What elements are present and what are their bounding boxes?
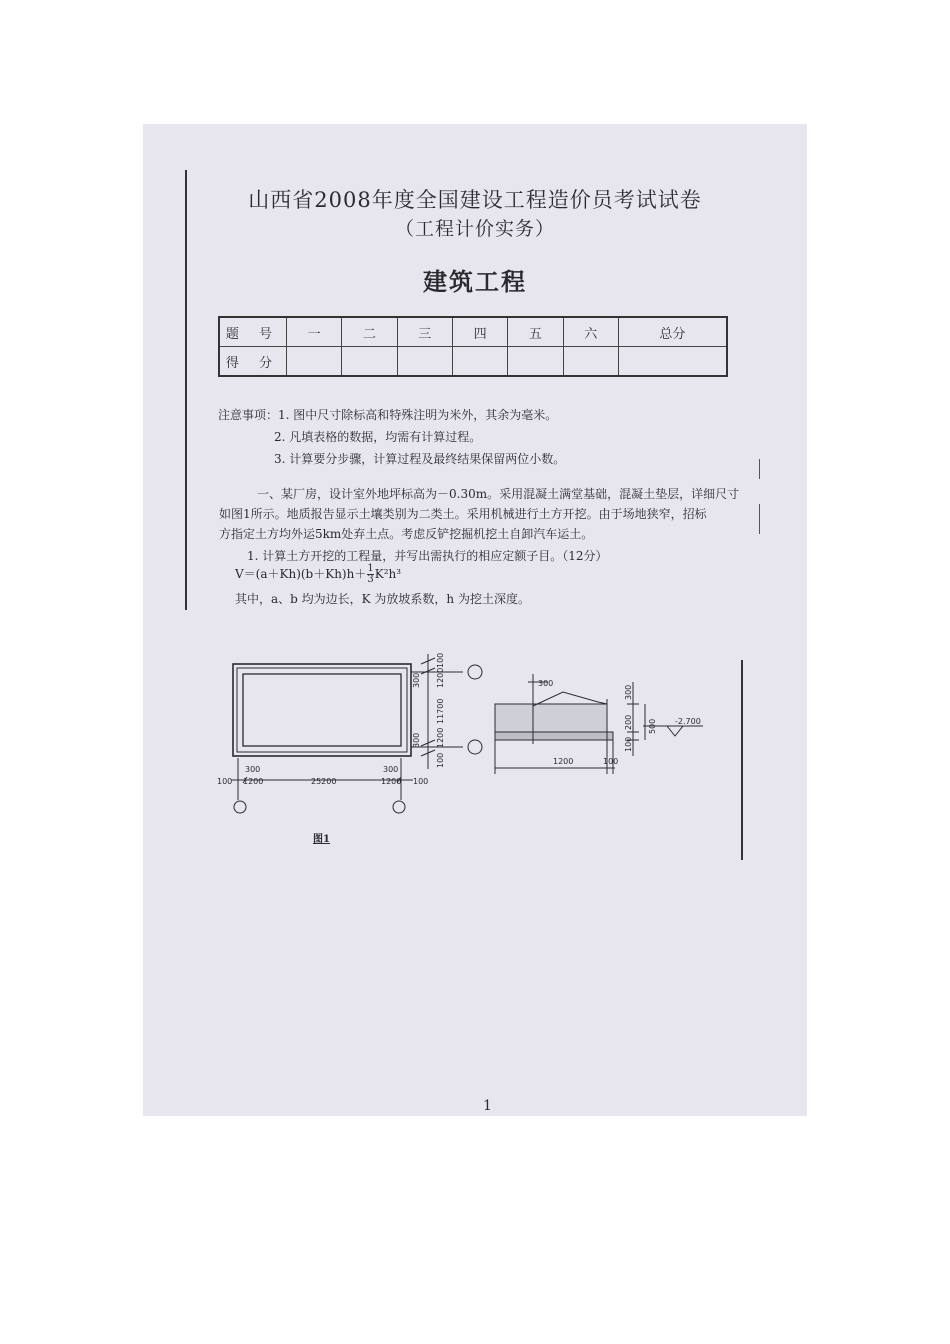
formula-main: V＝(a＋Kh)(b＋Kh)h＋ (235, 567, 367, 581)
score-cell (508, 347, 563, 377)
dim-label: 11700 (436, 698, 445, 724)
axis-marker (468, 665, 482, 679)
column-header: 六 (563, 317, 618, 347)
score-cell (452, 347, 507, 377)
column-header: 四 (452, 317, 507, 347)
note-item: 1. 图中尺寸除标高和特殊注明为米外，其余为毫米。 (278, 408, 558, 422)
axis-marker (234, 801, 246, 813)
figure-1-drawing (203, 644, 743, 834)
dim-label: 1200 (436, 727, 445, 748)
page-number: 1 (483, 1098, 492, 1114)
row-header-score: 得 分 (219, 347, 287, 377)
scanned-page (143, 124, 807, 1116)
dim-label: 300 (245, 765, 261, 774)
score-cell (287, 347, 342, 377)
plan-mid-rect (237, 668, 407, 752)
margin-tick (759, 459, 760, 479)
axis-marker (468, 740, 482, 754)
volume-formula (235, 564, 401, 585)
dim-label: 1200 (243, 777, 264, 786)
sub-question: 1. 计算土方开挖的工程量，并写出需执行的相应定额子目。（12分） (247, 549, 608, 563)
note-item: 2. 凡填表格的数据，均需有计算过程。 (274, 430, 482, 444)
formula-fraction (367, 564, 373, 585)
score-cell (563, 347, 618, 377)
dim-label: 100 (436, 752, 445, 768)
formula-explanation: 其中，a、b 均为边长，K 为放坡系数，h 为挖土深度。 (235, 592, 530, 606)
question-text: 一、某厂房，设计室外地坪标高为－0.30m。采用混凝土满堂基础，混凝土垫层，详细尺寸 (257, 487, 740, 501)
dim-label: 300 (412, 732, 421, 748)
dim-label: 100 (413, 777, 429, 786)
dim-label: 25200 (311, 777, 337, 786)
dim-label: 100 (217, 777, 233, 786)
note-item: 3. 计算要分步骤，计算过程及最终结果保留两位小数。 (274, 452, 566, 466)
formula-tail: K²h³ (374, 567, 402, 581)
axis-marker (393, 801, 405, 813)
section-cushion (495, 732, 613, 740)
dim-label: 1200 (381, 777, 402, 786)
column-header: 一 (287, 317, 342, 347)
score-cell (397, 347, 452, 377)
exam-subtitle: （工程计价实务） (394, 218, 555, 240)
plan-inner-rect (243, 674, 401, 746)
question-text: 方指定土方均外运5km处弃土点。考虑反铲挖掘机挖土自卸汽车运土。 (219, 527, 594, 541)
score-cell (618, 347, 727, 377)
question-text: 如图1所示。地质报告显示土壤类别为二类土。采用机械进行土方开挖。由于场地狭窄，招标 (219, 507, 707, 521)
exam-title: 山西省2008年度全国建设工程造价员考试试卷 (248, 188, 702, 212)
score-cell (342, 347, 397, 377)
plan-outer-rect (233, 664, 411, 756)
dim-label: 300 (383, 765, 399, 774)
dim-label: 1200 (436, 667, 445, 688)
column-header: 总分 (618, 317, 727, 347)
section-slab (495, 704, 607, 732)
fraction-denominator: 3 (367, 574, 374, 585)
subject-title: 建筑工程 (423, 267, 527, 296)
dim-label: 100 (436, 652, 445, 668)
dim-label: 300 (624, 684, 633, 700)
column-header: 三 (397, 317, 452, 347)
exam-notes (218, 404, 565, 470)
row-header-question-number: 题 号 (219, 317, 287, 347)
notes-label: 注意事项： (218, 408, 279, 422)
dim-label: 100 (624, 736, 633, 752)
dim-label: 100 (603, 757, 619, 766)
elevation-label: -2.700 (675, 717, 701, 726)
dim-label: 300 (412, 672, 421, 688)
score-table-row-score (219, 347, 727, 377)
dim-label: 300 (538, 679, 554, 688)
dim-label: 500 (648, 718, 657, 734)
fraction-numerator: 1 (367, 563, 374, 574)
score-table (218, 316, 728, 377)
score-table-row-header (219, 317, 727, 347)
column-header: 五 (508, 317, 563, 347)
column-header: 二 (342, 317, 397, 347)
figure-caption: 图1 (313, 834, 330, 845)
dim-label: 200 (624, 714, 633, 730)
margin-tick (759, 504, 760, 534)
dim-label: 1200 (553, 757, 574, 766)
question-1 (219, 484, 753, 566)
